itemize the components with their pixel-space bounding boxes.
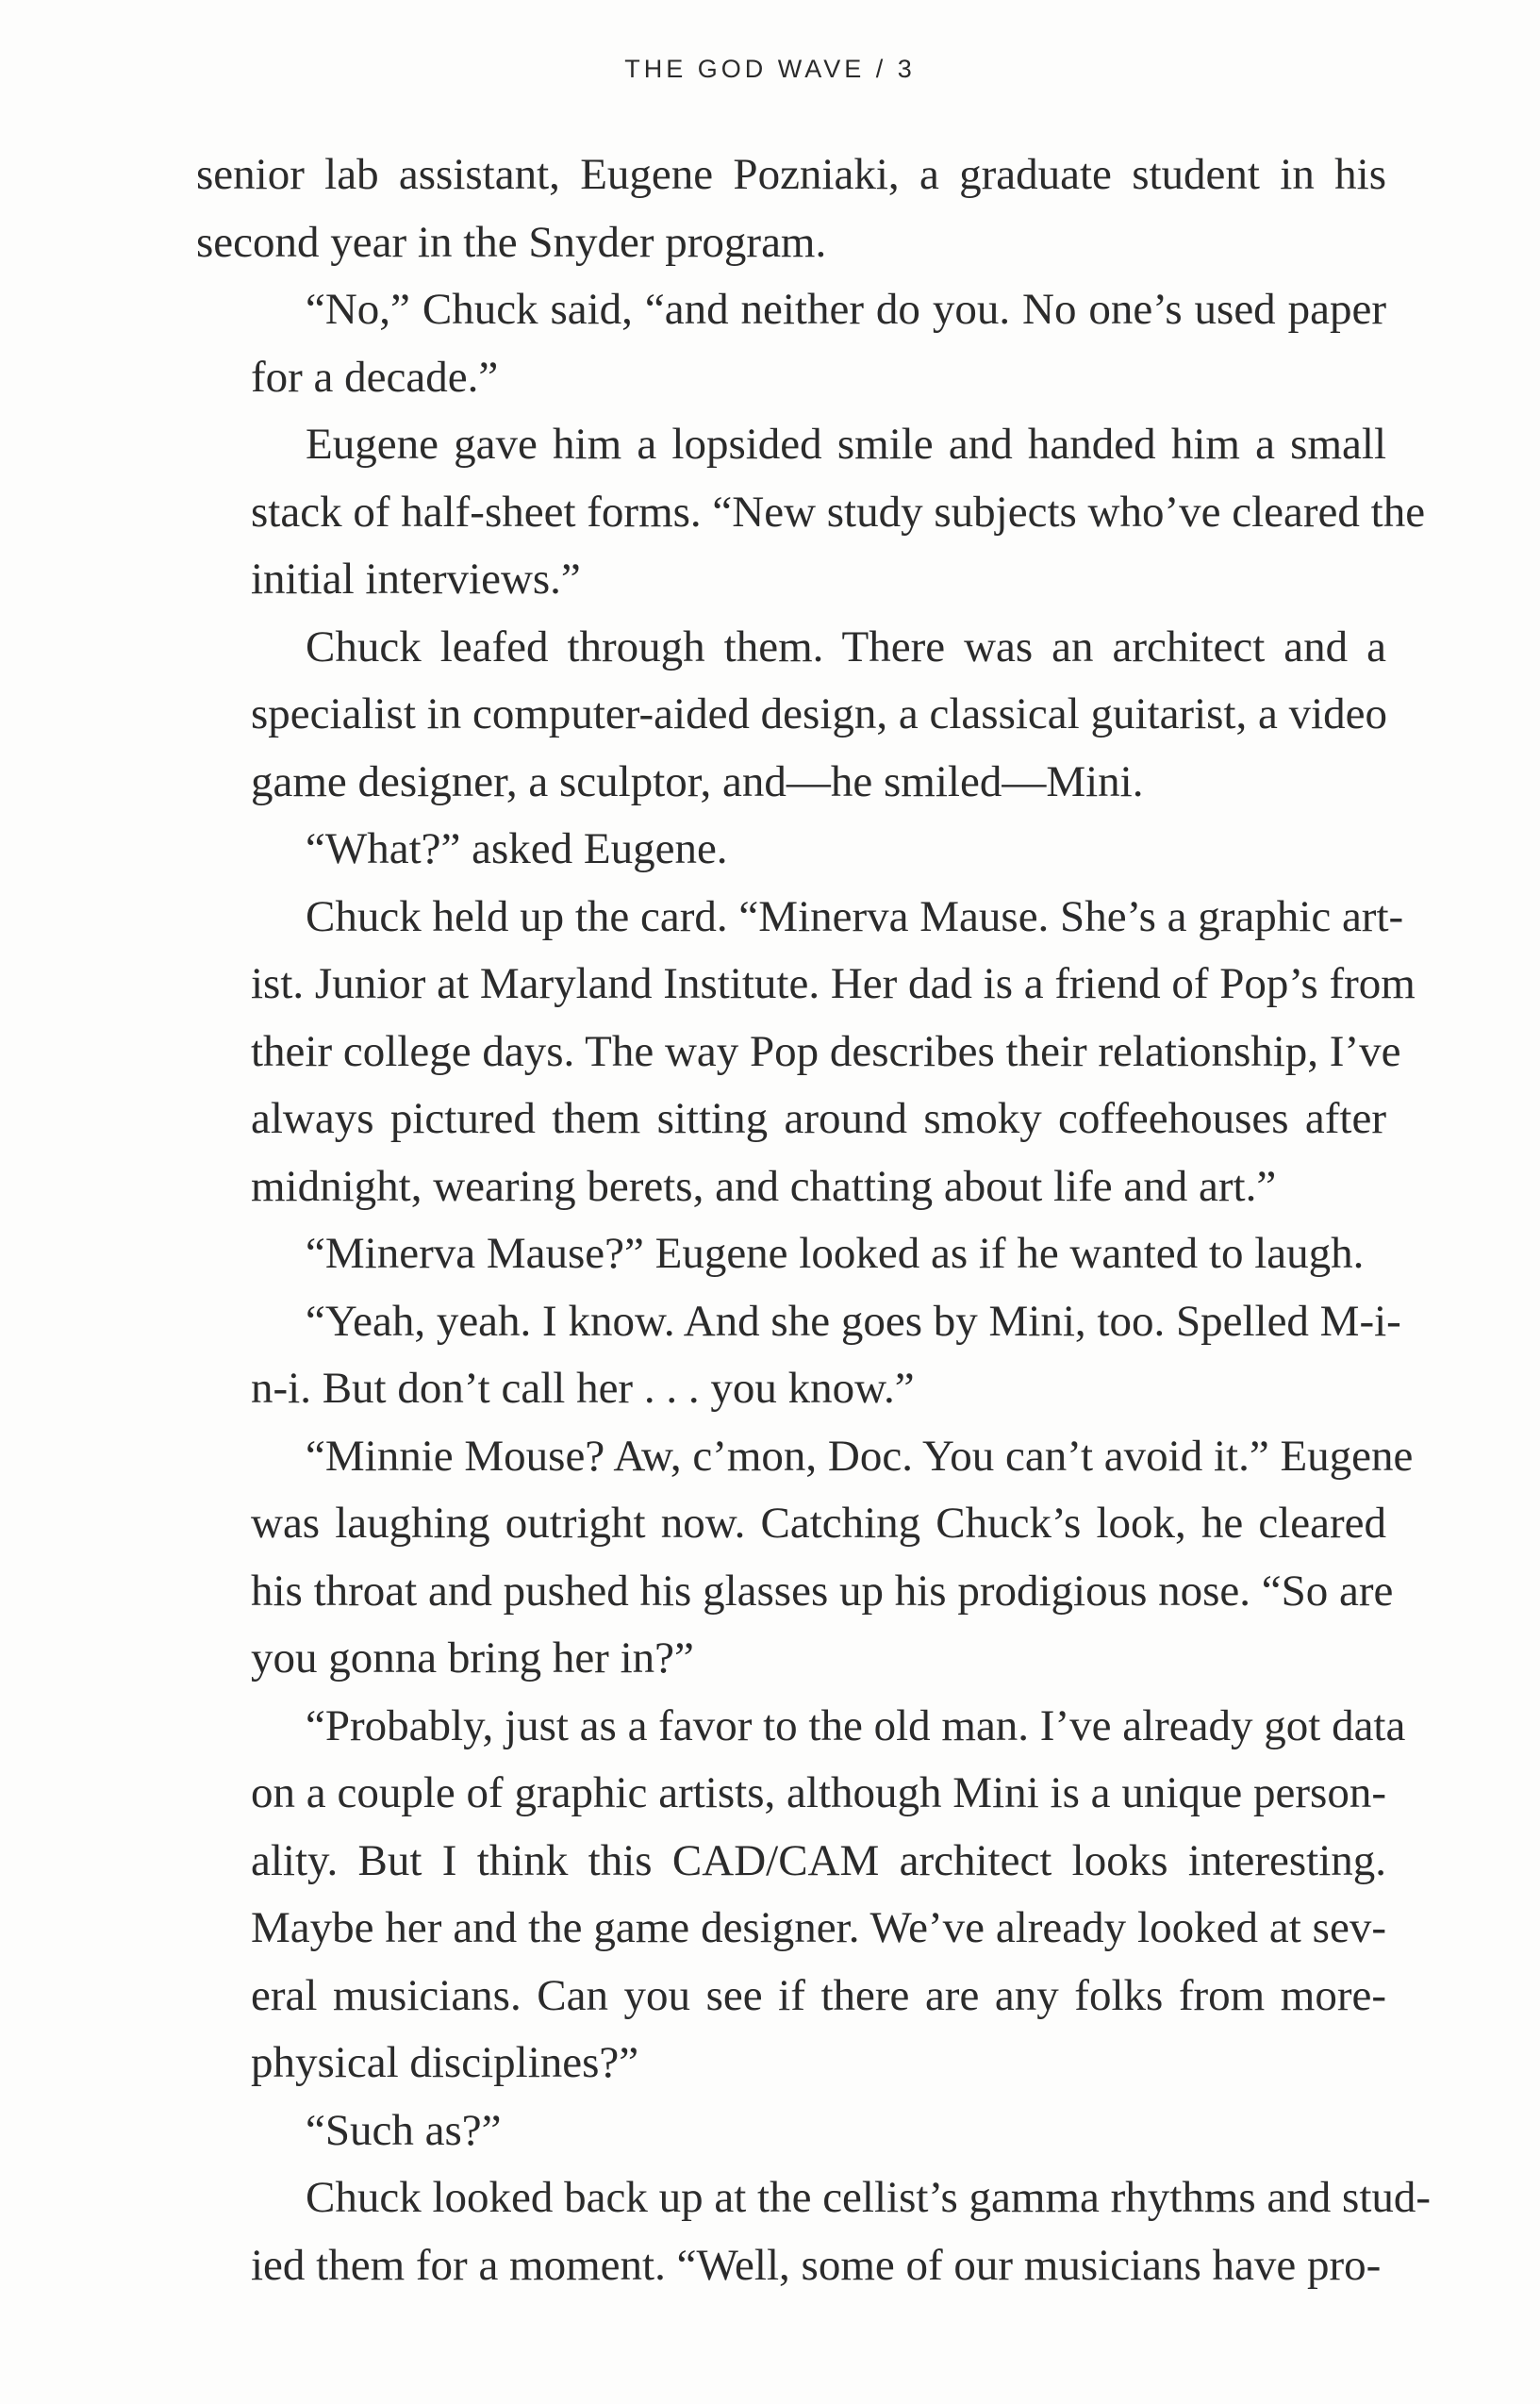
text-line: initial interviews.” [251,555,581,604]
paragraph [196,1220,1386,1288]
text-line: second year in the Snyder program. [196,217,827,267]
paragraph [196,2097,1386,2165]
text-line: Eugene gave him a lopsided smile and handed him a small [306,420,1386,469]
text-line: midnight, wearing berets, and chatting about life and art.” [251,1161,1277,1211]
text-line: ist. Junior at Maryland Institute. Her dad is a friend of Pop’s from [251,959,1416,1008]
text-line: specialist in computer-aided design, a classical guitarist, a video [251,689,1388,738]
paragraph [196,411,1426,614]
paragraph [196,614,1386,817]
text-line: senior lab assistant, Eugene Pozniaki, a graduate student in his [196,150,1386,199]
text-line: you gonna bring her in?” [251,1633,694,1683]
text-line: game designer, a sculptor, and—he smiled—Mini. [251,756,1144,806]
paragraph [196,1288,1401,1423]
text-line: “Minerva Mause?” Eugene looked as if he wanted to laugh. [306,1229,1365,1278]
body-text [196,141,1432,2299]
paragraph [196,276,1386,411]
text-line: Chuck held up the card. “Minerva Mause. She’s a graphic art- [306,891,1404,941]
text-line: eral musicians. Can you see if there are any folks from more- [251,1970,1386,2020]
text-line: “Minnie Mouse? Aw, c’mon, Doc. You can’t avoid it.” Eugene [306,1431,1414,1481]
text-line: for a decade.” [251,352,499,402]
text-line: always pictured them sitting around smoky coffeehouses after [251,1094,1386,1143]
paragraph [196,884,1416,1221]
paragraph [196,1693,1406,2097]
text-line: on a couple of graphic artists, although Mini is a unique person- [251,1768,1386,1817]
text-line: his throat and pushed his glasses up his prodigious nose. “So are [251,1566,1394,1616]
paragraph [196,141,1386,276]
text-line: “Probably, just as a favor to the old man. I’ve already got data [306,1700,1406,1750]
text-line: “No,” Chuck said, “and neither do you. No one’s used paper [306,285,1386,334]
text-line: physical disciplines?” [251,2038,639,2087]
text-line: “Such as?” [306,2105,502,2155]
text-line: “Yeah, yeah. I know. And she goes by Mini, too. Spelled M-i- [306,1296,1401,1346]
text-line: Chuck looked back up at the cellist’s gamma rhythms and stud- [306,2173,1432,2222]
text-line: stack of half-sheet forms. “New study subjects who’ve cleared the [251,487,1426,537]
paragraph [196,2164,1432,2299]
running-head: THE GOD WAVE / 3 [624,55,916,83]
text-line: Chuck leafed through them. There was an architect and a [306,622,1386,671]
text-line: ied them for a moment. “Well, some of our musicians have pro- [251,2240,1382,2290]
text-line: ality. But I think this CAD/CAM architect looks interesting. [251,1835,1386,1885]
text-line: their college days. The way Pop describes their relationship, I’ve [251,1026,1401,1076]
text-line: Maybe her and the game designer. We’ve already looked at sev- [251,1903,1386,1952]
text-line: n-i. But don’t call her . . . you know.” [251,1364,915,1413]
text-line: was laughing outright now. Catching Chuck’s look, he cleared [251,1499,1386,1548]
text-line: “What?” asked Eugene. [306,824,728,873]
paragraph [196,1423,1414,1693]
paragraph [196,816,1386,884]
